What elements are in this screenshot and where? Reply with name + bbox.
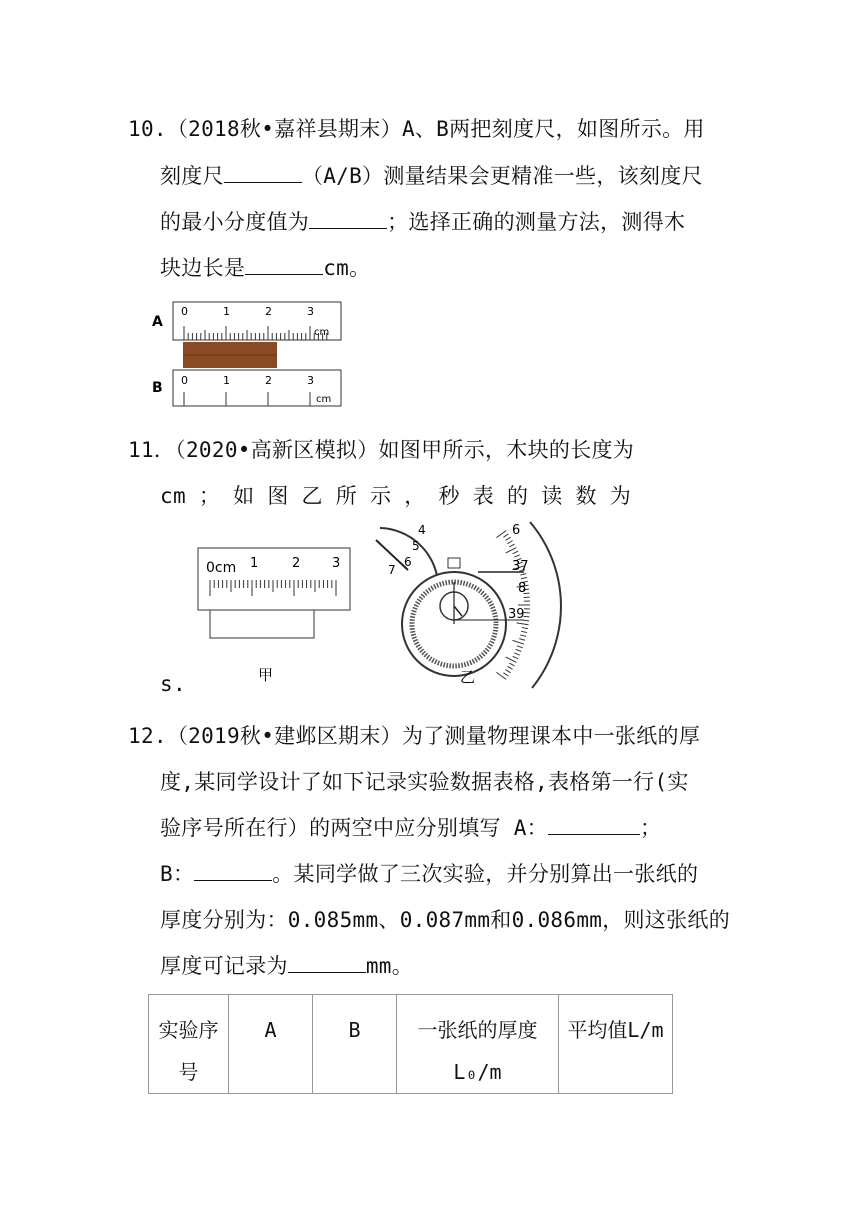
- q12-text: B：: [160, 862, 195, 886]
- header-cell[interactable]: A: [229, 995, 313, 1094]
- answer-blank[interactable]: [245, 256, 323, 275]
- ruler-b-tick-3: 3: [307, 374, 314, 387]
- wood-block-jia: [210, 610, 314, 638]
- ruler-a-tick-3: 3: [307, 305, 314, 318]
- answer-blank-b[interactable]: [194, 862, 272, 881]
- answer-blank[interactable]: [224, 164, 302, 183]
- header-cell[interactable]: B: [313, 995, 397, 1094]
- data-table: [148, 994, 673, 1094]
- q12-text: 厚度可记录为: [160, 954, 288, 978]
- answer-blank[interactable]: [288, 954, 366, 973]
- q10-text: 块边长是: [160, 256, 246, 280]
- q10-text: cm。: [323, 256, 371, 280]
- q12-line-4: [160, 858, 698, 888]
- ruler-a-tick-1: 1: [223, 305, 230, 318]
- large-dial-6: 6: [512, 523, 521, 538]
- q12-line-6: [160, 950, 413, 980]
- ruler-b-label: B: [152, 380, 163, 396]
- q10-line-4: [160, 252, 370, 282]
- ruler-jia-unit: 0cm: [206, 560, 237, 576]
- q10-text: ；选择正确的测量方法，测得木: [387, 210, 686, 234]
- q12-text: mm。: [365, 954, 413, 978]
- small-dial-6: 6: [404, 555, 412, 569]
- q10-line-1: 10.（2018秋•嘉祥县期末）A、B两把刻度尺，如图所示。用: [128, 117, 705, 141]
- large-dial-37: 37: [512, 559, 529, 574]
- caption-yi: 乙: [460, 668, 476, 686]
- ruler-b-tick-2: 2: [265, 374, 272, 387]
- q12-text: ；: [639, 816, 662, 840]
- ruler-jia-tick-1: 1: [250, 556, 259, 571]
- caption-jia: 甲: [258, 666, 274, 684]
- table-header-row: [149, 995, 673, 1094]
- answer-blank[interactable]: [309, 210, 387, 229]
- large-dial-8: 8: [518, 581, 527, 596]
- ruler-jia-tick-3: 3: [332, 556, 341, 571]
- ruler-a-tick-2: 2: [265, 305, 272, 318]
- q12-text: 验序号所在行）的两空中应分别填写 A：: [160, 816, 548, 840]
- header-cell: 平均值L/m: [559, 995, 673, 1094]
- answer-blank-a[interactable]: [548, 816, 640, 835]
- ruler-b-tick-1: 1: [223, 374, 230, 387]
- q10-line-3: [160, 206, 685, 236]
- q12-line-1: 12.（2019秋•建邺区期末）为了测量物理课本中一张纸的厚: [128, 724, 701, 748]
- ruler-b-tick-0: 0: [181, 374, 188, 387]
- q11-figure: [190, 520, 570, 690]
- header-cell: 实验序号: [149, 995, 229, 1094]
- q11-line-1: 11．（2020•高新区模拟）如图甲所示，木块的长度为: [128, 438, 635, 462]
- ruler-a-tick-0: 0: [181, 305, 188, 318]
- q11-line-3: s.: [160, 672, 186, 696]
- q10-text: 的最小分度值为: [160, 210, 310, 234]
- q12-text: 。某同学做了三次实验，并分别算出一张纸的: [272, 862, 699, 886]
- ruler-jia: [198, 548, 350, 610]
- small-dial-4: 4: [418, 523, 426, 537]
- q10-ruler-figure: [148, 298, 348, 410]
- q12-line-2: 度,某同学设计了如下记录实验数据表格,表格第一行(实: [160, 770, 689, 794]
- q11-line-2: cm ； 如 图 乙 所 示 ， 秒 表 的 读 数 为: [160, 484, 632, 508]
- ruler-a-label: A: [152, 314, 163, 330]
- header-cell: 一张纸的厚度L₀/m: [397, 995, 559, 1094]
- stopwatch-large-dial: [530, 522, 561, 688]
- ruler-b-unit: cm: [316, 394, 332, 405]
- q12-line-3: [160, 812, 661, 842]
- small-dial-5: 5: [412, 539, 420, 553]
- small-dial-7: 7: [388, 563, 396, 577]
- stopwatch-crown: [448, 558, 460, 568]
- q10-text: 刻度尺: [160, 164, 224, 188]
- ruler-a-unit: cm: [314, 327, 330, 338]
- q10-line-2: [160, 160, 703, 190]
- ruler-jia-tick-2: 2: [292, 556, 301, 571]
- q12-line-5: 厚度分别为：0.085mm、0.087mm和0.086mm，则这张纸的: [160, 908, 731, 932]
- large-dial-39: 39: [508, 607, 525, 622]
- q10-text: （A/B）测量结果会更精准一些，该刻度尺: [301, 164, 703, 188]
